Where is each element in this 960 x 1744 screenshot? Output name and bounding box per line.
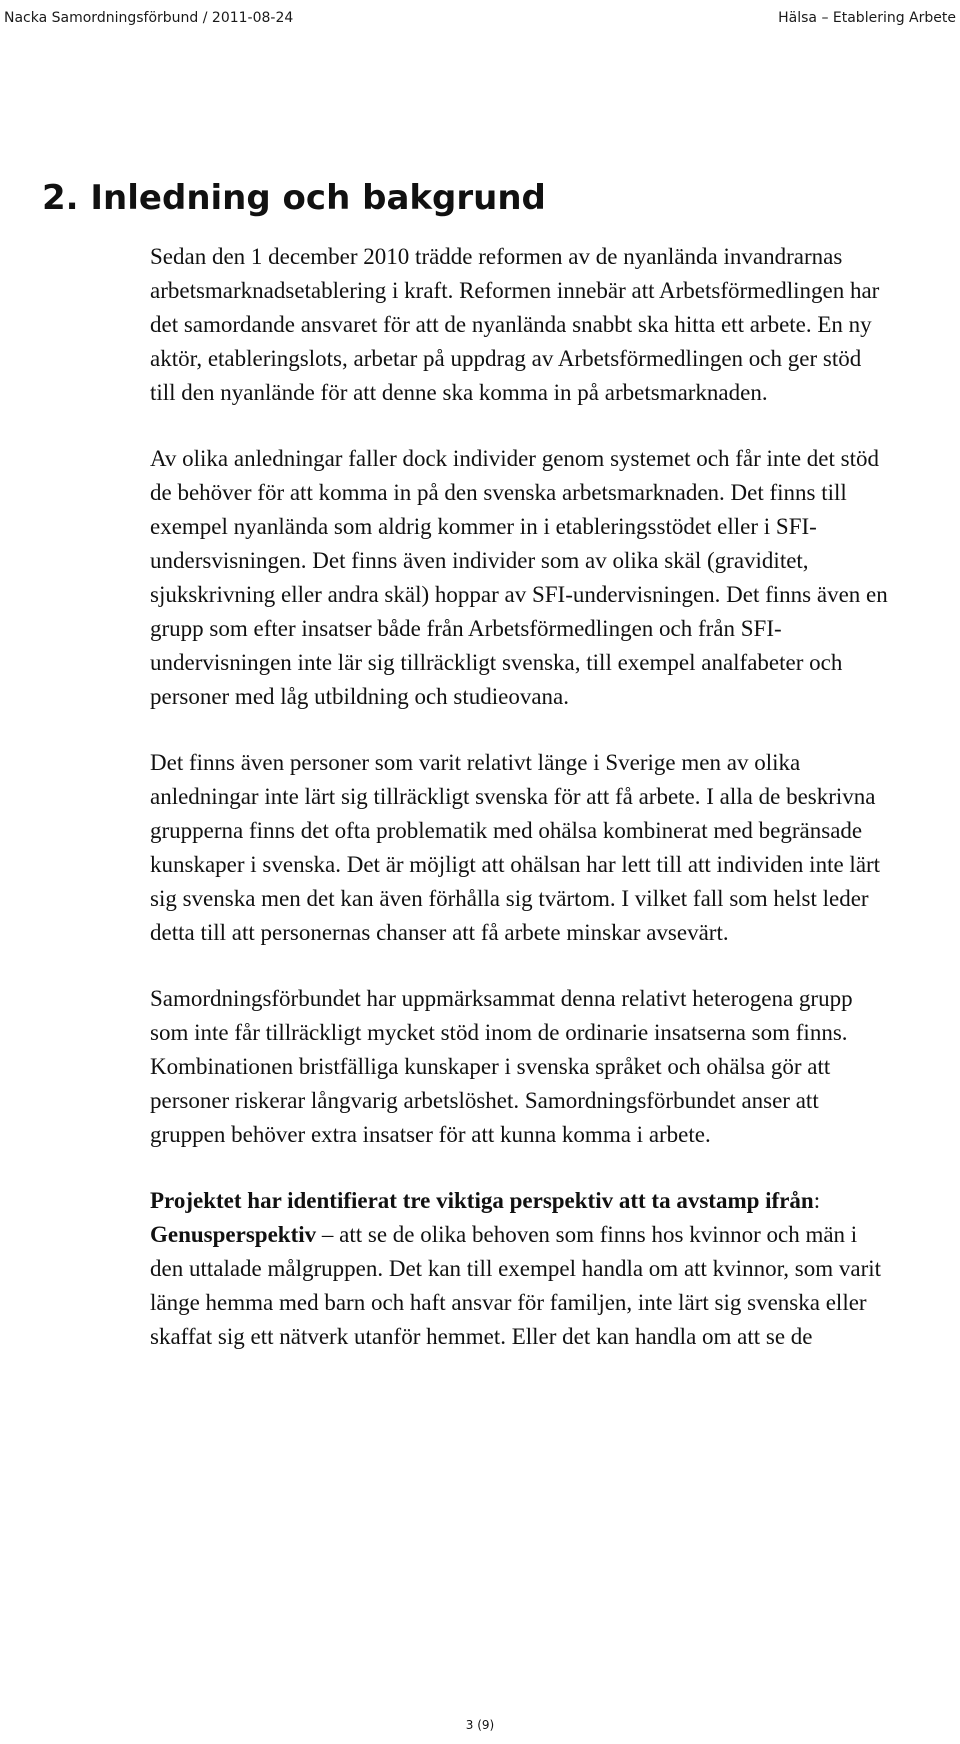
page-number: 3 (9)	[465, 1718, 495, 1732]
running-header	[4, 10, 956, 30]
section-title: 2. Inledning och bakgrund	[42, 178, 546, 218]
perspectives-heading-colon: :	[813, 1188, 821, 1213]
paragraph-long-term-residents: Det finns även personer som varit relativt länge i Sverige men av olika anledningar inte lärt sig tillräckligt svenska för att få arbete. I alla de beskrivna grupperna finns det ofta problematik med ohälsa kombinerat med begränsade kunskaper i svenska. Det är möjligt att ohälsan har lett till att individen inte lärt sig svenska men det kan även förhålla sig tvärtom. I vilket fall som helst leder detta till att personernas chanser att få arbete minskar avsevärt.	[150, 750, 881, 945]
perspectives-heading-text: Projektet har identifierat tre viktiga perspektiv att ta avstamp ifrån	[150, 1188, 814, 1213]
body-text	[150, 240, 890, 1354]
paragraph-samordningsforbundet: Samordningsförbundet har uppmärksammat denna relativt heterogena grupp som inte får tillräckligt mycket stöd inom de ordinarie insatserna som finns. Kombinationen bristfälliga kunskaper i svenska språket och ohälsa gör att personer riskerar långvarig arbetslöshet. Samordningsförbundet anser att gruppen behöver extra insatser för att kunna komma i arbete.	[150, 986, 853, 1147]
header-project-name: Hälsa – Etablering Arbete	[778, 10, 956, 26]
paragraph-individuals-falling-through: Av olika anledningar faller dock individer genom systemet och får inte det stöd de behöver för att komma in på den svenska arbetsmarknaden. Det finns till exempel nyanlända som aldrig kommer in i etableringsstödet eller i SFI-undersvisningen. Det finns även individer som av olika skäl (graviditet, sjukskrivning eller andra skäl) hoppar av SFI-undervisningen. Det finns även en grupp som efter insatser både från Arbetsförmedlingen och från SFI-undervisningen inte lär sig tillräckligt svenska, till exempel analfabeter och personer med låg utbildning och studieovana.	[150, 446, 888, 709]
gender-perspective-text: – att se de olika behoven som finns hos kvinnor och män i den uttalade målgruppen. Det kan till exempel handla om att kvinnor, som varit länge hemma med barn och haft ansvar för familjen, inte lärt sig svenska eller skaffat sig ett nätverk utanför hemmet. Eller det kan handla om att se de	[150, 1222, 882, 1349]
header-organization-date: Nacka Samordningsförbund / 2011-08-24	[4, 10, 294, 26]
gender-perspective-term: Genusperspektiv	[150, 1222, 317, 1247]
gender-perspective-paragraph	[150, 1218, 890, 1354]
paragraph-reform: Sedan den 1 december 2010 trädde reformen av de nyanlända invandrarnas arbetsmarknadsetablering i kraft. Reformen innebär att Arbetsförmedlingen har det samordande ansvaret för att de nyanlända snabbt ska hitta ett arbete. En ny aktör, etableringslots, arbetar på uppdrag av Arbetsförmedlingen och ger stöd till den nyanlände för att denne ska komma in på arbetsmarknaden.	[150, 244, 880, 405]
perspectives-heading	[150, 1184, 890, 1218]
